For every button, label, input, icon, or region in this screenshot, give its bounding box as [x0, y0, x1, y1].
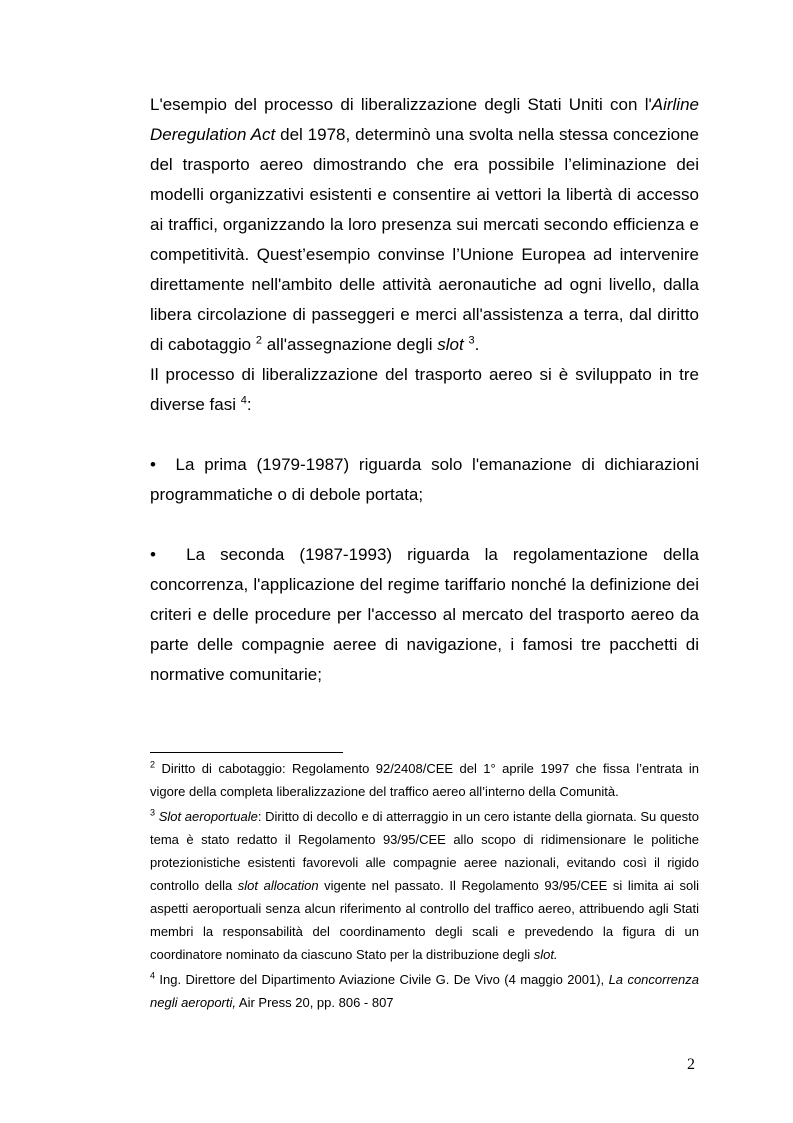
- text-span: L'esempio del processo di liberalizzazione degli Stati Uniti con l': [150, 95, 652, 114]
- paragraph-intro: [150, 90, 699, 360]
- text-span: Il processo di liberalizzazione del trasporto aereo si è sviluppato in tre diverse fasi: [150, 365, 699, 414]
- bullet-item-second-phase: [150, 540, 699, 690]
- bullet-icon: •: [150, 545, 156, 564]
- text-span: .: [474, 335, 480, 354]
- footnote-italic-term: slot allocation: [237, 878, 319, 893]
- paragraph-phases: [150, 360, 699, 420]
- footnote-number: 2: [150, 759, 156, 770]
- spacer: [150, 420, 699, 450]
- footnote-divider: [150, 752, 343, 753]
- footnote-italic-term: Slot aeroportuale: [158, 809, 258, 824]
- footnote-text: Diritto di cabotaggio: Regolamento 92/2408/CEE del 1° aprile 1997 che fissa l’entrata in vigore della completa liberalizzazione del traffico aereo all’interno della Comunità.: [150, 761, 699, 799]
- footnote-ref-3[interactable]: 3: [468, 334, 475, 347]
- footnote-italic-term: La concorrenza negli aeroporti,: [150, 972, 699, 1010]
- spacer: [150, 510, 699, 540]
- footnote-ref-2[interactable]: 2: [255, 334, 262, 347]
- footnote-text: : Diritto di decollo e di atterraggio in un cero istante della giornata. Su questo tema è stato redatto il Regolamento 93/95/CEE allo scopo di ridimensionare le politiche protezionistiche esistenti favorevoli alle compagnie aeree nazionali, evitando così il rigido controllo della: [150, 809, 699, 893]
- text-span: all'assegnazione degli: [262, 335, 438, 354]
- bullet-text: La prima (1979-1987) riguarda solo l'emanazione di dichiarazioni programmatiche o di debole portata;: [150, 455, 699, 504]
- footnote-number: 4: [150, 970, 156, 981]
- text-span: del 1978, determinò una svolta nella stessa concezione del trasporto aereo dimostrando che era possibile l’eliminazione dei modelli organizzativi esistenti e consentire ai vettori la libertà di accesso ai traffici, organizzando la loro presenza sui mercati secondo efficienza e competitività. Quest’esempio convinse l’Unione Europea ad intervenire direttamente nell'ambito delle attività aeronautiche ad ogni livello, dalla libera circolazione di passeggeri e merci all'assistenza a terra, dal diritto di cabotaggio: [150, 125, 699, 354]
- footnote-text: Ing. Direttore del Dipartimento Aviazione Civile G. De Vivo (4 maggio 2001),: [155, 972, 609, 987]
- footnote-4: [150, 968, 699, 1014]
- footnote-3: [150, 805, 699, 966]
- bullet-item-first-phase: [150, 450, 699, 510]
- text-span: :: [246, 395, 252, 414]
- footnote-text: vigente nel passato. Il Regolamento 93/95/CEE si limita ai soli aspetti aeroportuali senza alcun riferimento al controllo del traffico aereo, attribuendo agli Stati membri la responsabilità del coordinamento degli scali e prevedendo la figura di un coordinatore nominato da ciascuno Stato per la distribuzione degli: [150, 878, 699, 962]
- bullet-icon: •: [150, 455, 156, 474]
- footnote-number: 3: [150, 807, 156, 818]
- bullet-text: La seconda (1987-1993) riguarda la regolamentazione della concorrenza, l'applicazione del regime tariffario nonché la definizione dei criteri e delle procedure per l'accesso al mercato del trasporto aereo da parte delle compagnie aeree di navigazione, i famosi tre pacchetti di normative comunitarie;: [150, 545, 700, 684]
- italic-term-slot: slot: [437, 335, 464, 354]
- page-number: 2: [687, 1056, 695, 1073]
- footnote-ref-4[interactable]: 4: [240, 394, 247, 407]
- italic-term-airline-deregulation-act: Airline Deregulation Act: [150, 95, 699, 144]
- footnotes: [150, 752, 699, 1016]
- footnote-italic-term: slot.: [533, 947, 558, 962]
- footnote-2: [150, 757, 699, 803]
- footnote-text: Air Press 20, pp. 806 - 807: [236, 995, 394, 1010]
- body-text: [150, 90, 699, 690]
